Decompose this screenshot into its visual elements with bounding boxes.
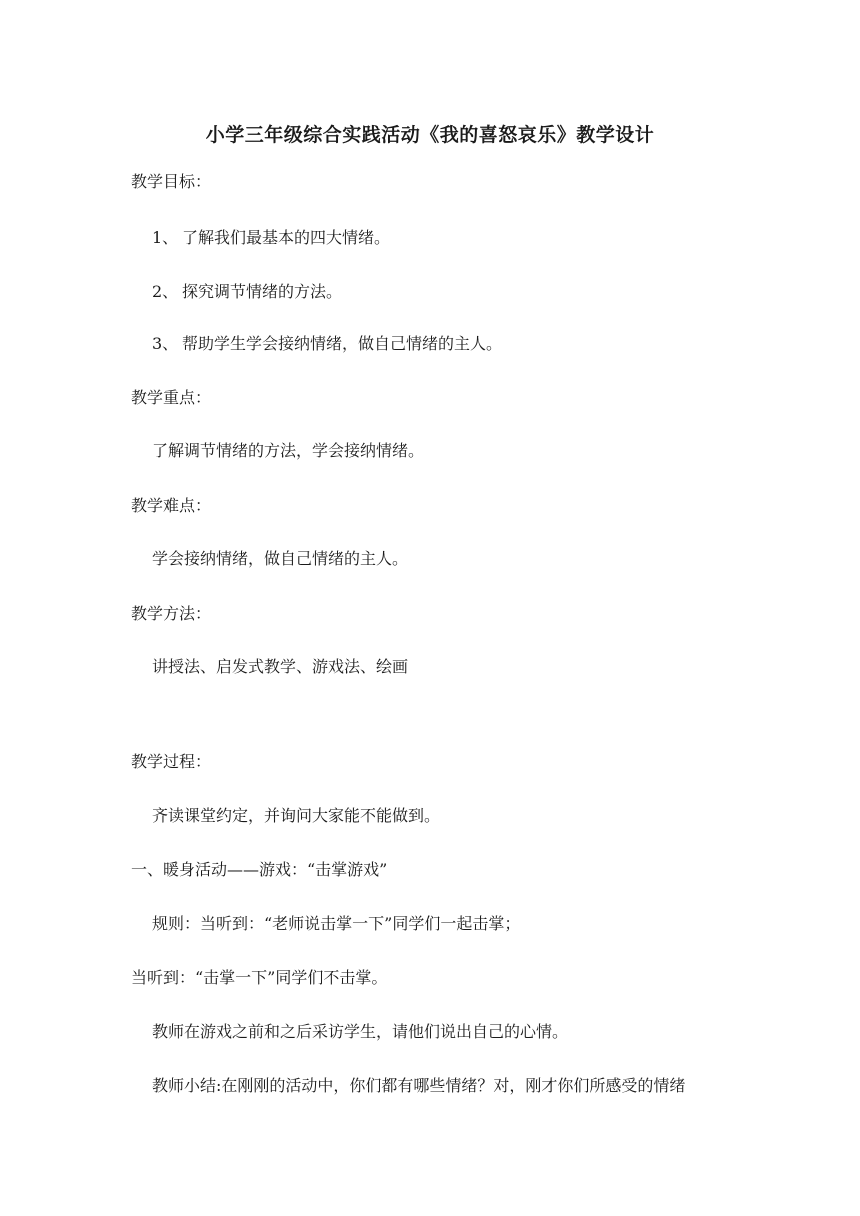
key-points-heading: 教学重点： [131, 388, 212, 407]
interview-text: 教师在游戏之前和之后采访学生，请他们说出自己的心情。 [152, 1022, 569, 1041]
objective-number: 2、 [152, 282, 179, 301]
difficulties-text: 学会接纳情绪，做自己情绪的主人。 [152, 549, 409, 568]
objective-item-1 [152, 227, 390, 249]
summary-text: 教师小结:在刚刚的活动中，你们都有哪些情绪？对，刚才你们所感受的情绪 [152, 1076, 686, 1095]
methods-text: 讲授法、启发式教学、游戏法、绘画 [152, 657, 409, 676]
rule-text-line-2: 当听到：“击掌一下”同学们不击掌。 [131, 968, 388, 987]
objective-item-2 [152, 281, 342, 303]
section-heading-warmup: 一、暖身活动——游戏：“击掌游戏” [131, 860, 388, 879]
objective-text: 探究调节情绪的方法。 [182, 282, 343, 301]
difficulties-heading: 教学难点： [131, 496, 212, 515]
objective-text: 帮助学生学会接纳情绪，做自己情绪的主人。 [182, 334, 503, 353]
key-points-text: 了解调节情绪的方法，学会接纳情绪。 [152, 441, 425, 460]
rule-text-line-1: 规则：当听到：“老师说击掌一下”同学们一起击掌； [152, 914, 521, 933]
process-heading: 教学过程： [131, 752, 212, 771]
process-intro: 齐读课堂约定，并询问大家能不能做到。 [152, 806, 441, 825]
objective-item-3 [152, 333, 502, 355]
objective-number: 1、 [152, 228, 179, 247]
document-title: 小学三年级综合实践活动《我的喜怒哀乐》教学设计 [205, 124, 655, 146]
methods-heading: 教学方法： [131, 604, 212, 623]
objective-number: 3、 [152, 334, 179, 353]
objective-text: 了解我们最基本的四大情绪。 [182, 228, 391, 247]
objectives-heading: 教学目标： [131, 172, 212, 191]
